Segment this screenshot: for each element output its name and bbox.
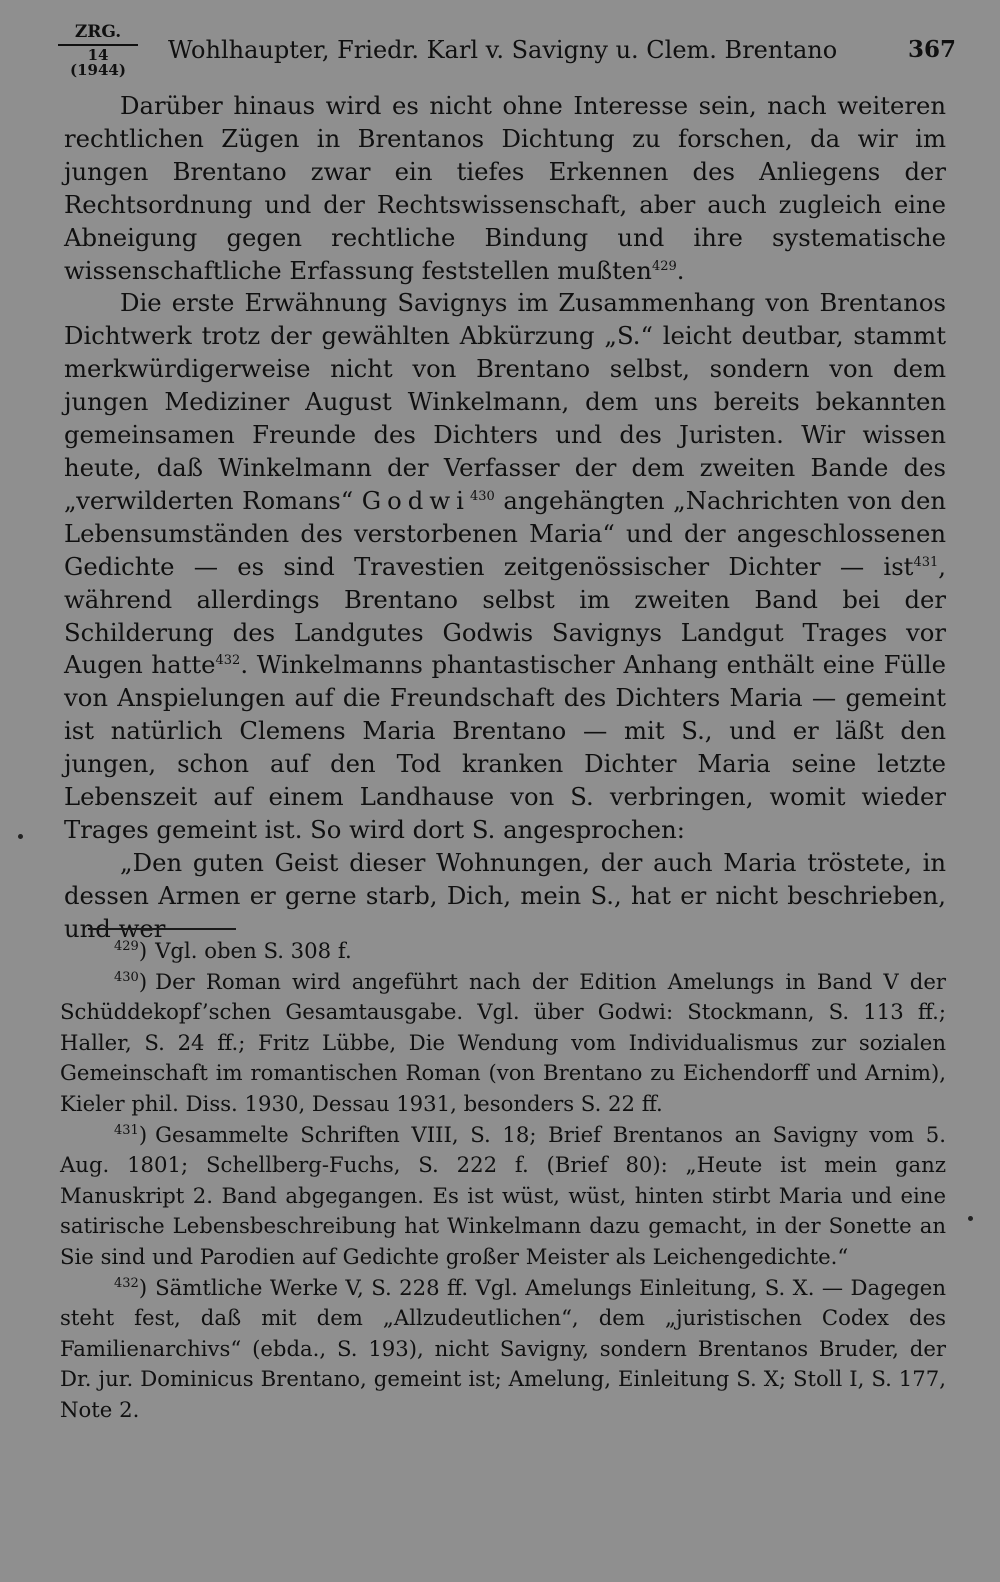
- footnotes: [60, 936, 946, 1426]
- paragraph-1: [64, 90, 946, 287]
- journal-volume: 14 (1944): [58, 44, 138, 78]
- running-title: Wohlhaupter, Friedr. Karl v. Savigny u. Clem. Brentano: [168, 36, 838, 64]
- footnote-ref-431[interactable]: 431: [913, 554, 939, 570]
- footnote-text: Vgl. oben S. 308 f.: [155, 938, 352, 963]
- paragraph-2-text-3: , während allerdings Brentano selbst im zweiten Band bei der Schilderung des Landgutes Godwis Savignys Landgut Trages vor Augen hatte: [64, 551, 946, 680]
- paragraph-1-text: Darüber hinaus wird es nicht ohne Interesse sein, nach weiteren rechtlichen Zügen in Brentanos Dichtung zu forschen, da wir im jungen Brentano zwar ein tiefes Erkennen des Anliegens der Rechtsordnung und der Rechtswissenschaft, aber auch zugleich eine Abneigung gegen rechtliche Bindung und ihre systematische wissenschaftliche Erfassung feststellen mußten: [64, 91, 946, 285]
- margin-speck: [968, 1216, 973, 1221]
- main-text: [64, 90, 946, 946]
- page-header: [58, 16, 958, 79]
- footnote-430: [60, 967, 946, 1120]
- journal-reference: [58, 24, 138, 78]
- footnote-text: Gesammelte Schriften VIII, S. 18; Brief Brentanos an Savigny vom 5. Aug. 1801; Schellberg-Fuchs, S. 222 f. (Brief 80): „Heute ist mein ganz Manuskript 2. Band abgegangen. Es ist wüst, wüst, hinten stirbt Maria und eine satirische Lebensbeschreibung hat Winkelmann dazu gemacht, in der Sonette an Sie sind und Parodien auf Gedichte großer Meister als Leichengedichte.“: [60, 1121, 946, 1269]
- footnote-ref-432[interactable]: 432: [215, 653, 241, 669]
- journal-abbreviation: ZRG.: [74, 22, 122, 42]
- footnote-paren: ): [138, 1121, 148, 1147]
- footnote-ref-429[interactable]: 429: [651, 258, 677, 274]
- footnote-431: [60, 1120, 946, 1273]
- paragraph-2: [64, 287, 946, 846]
- footnote-text: Sämtliche Werke V, S. 228 ff. Vgl. Amelungs Einleitung, S. X. — Dagegen steht fest, daß mit dem „Allzudeutlichen“, dem „juristischen Codex des Familienarchivs“ (ebda., S. 193), nicht Savigny, sondern Brentanos Bruder, der Dr. jur. Dominicus Brentano, gemeint ist; Amelung, Einleitung S. X; Stoll I, S. 177, Note 2.: [60, 1274, 946, 1422]
- footnote-number: 431: [114, 1122, 139, 1138]
- page-number: 367: [907, 36, 956, 63]
- footnote-text: Der Roman wird angeführt nach der Edition Amelungs in Band V der Schüddekopf’schen Gesamtausgabe. Vgl. über Godwi: Stockmann, S. 113 ff.; Haller, S. 24 ff.; Fritz Lübbe, Die Wendung vom Individualismus zur sozialen Gemeinschaft im romantischen Roman (von Brentano zu Eichendorff und Arnim), Kieler phil. Diss. 1930, Dessau 1931, besonders S. 22 ff.: [60, 968, 946, 1116]
- margin-speck: [18, 834, 23, 839]
- paragraph-2-text-2: angehängten „Nachrichten von den Lebensumständen des verstorbenen Maria“ und der angeschlossenen Gedichte — es sind Travestien zeitgenössischer Dichter — ist: [64, 485, 946, 581]
- footnote-number: 432: [114, 1275, 139, 1291]
- footnote-429: [60, 936, 946, 967]
- footnote-number: 429: [114, 938, 139, 954]
- paragraph-2-text-4: . Winkelmanns phantastischer Anhang enthält eine Fülle von Anspielungen auf die Freundschaft des Dichters Maria — gemeint ist natürlich Clemens Maria Brentano — mit S., und er läßt den jungen, schon auf den Tod kranken Dichter Maria seine letzte Lebenszeit auf einem Landhause von S. verbringen, womit wieder Trages gemeint ist. So wird dort S. angesprochen:: [64, 650, 947, 844]
- footnote-number: 430: [114, 969, 139, 985]
- godwi-spaced: Godwi: [361, 485, 470, 515]
- footnote-ref-430[interactable]: 430: [469, 488, 495, 504]
- footnote-paren: ): [138, 1274, 148, 1300]
- footnote-432: [60, 1273, 946, 1426]
- paragraph-2-text-1: Die erste Erwähnung Savignys im Zusammenhang von Brentanos Dichtwerk trotz der gewählten Abkürzung „S.“ leicht deutbar, stammt merkwürdigerweise nicht von Brentano selbst, sondern von dem jungen Mediziner August Winkelmann, dem uns bereits bekannten gemeinsamen Freunde des Dichters und des Juristen. Wir wissen heute, daß Winkelmann der Verfasser der dem zweiten Bande des „verwilderten Romans“: [64, 288, 946, 515]
- footnote-paren: ): [138, 968, 148, 994]
- paragraph-1-end: .: [676, 255, 685, 285]
- footnote-separator: [88, 928, 236, 930]
- quotation: „Den guten Geist dieser Wohnungen, der auch Maria tröstete, in dessen Armen er gerne starb, Dich, mein S., hat er nicht beschrieben, und wer: [64, 847, 946, 943]
- footnote-paren: ): [138, 938, 148, 963]
